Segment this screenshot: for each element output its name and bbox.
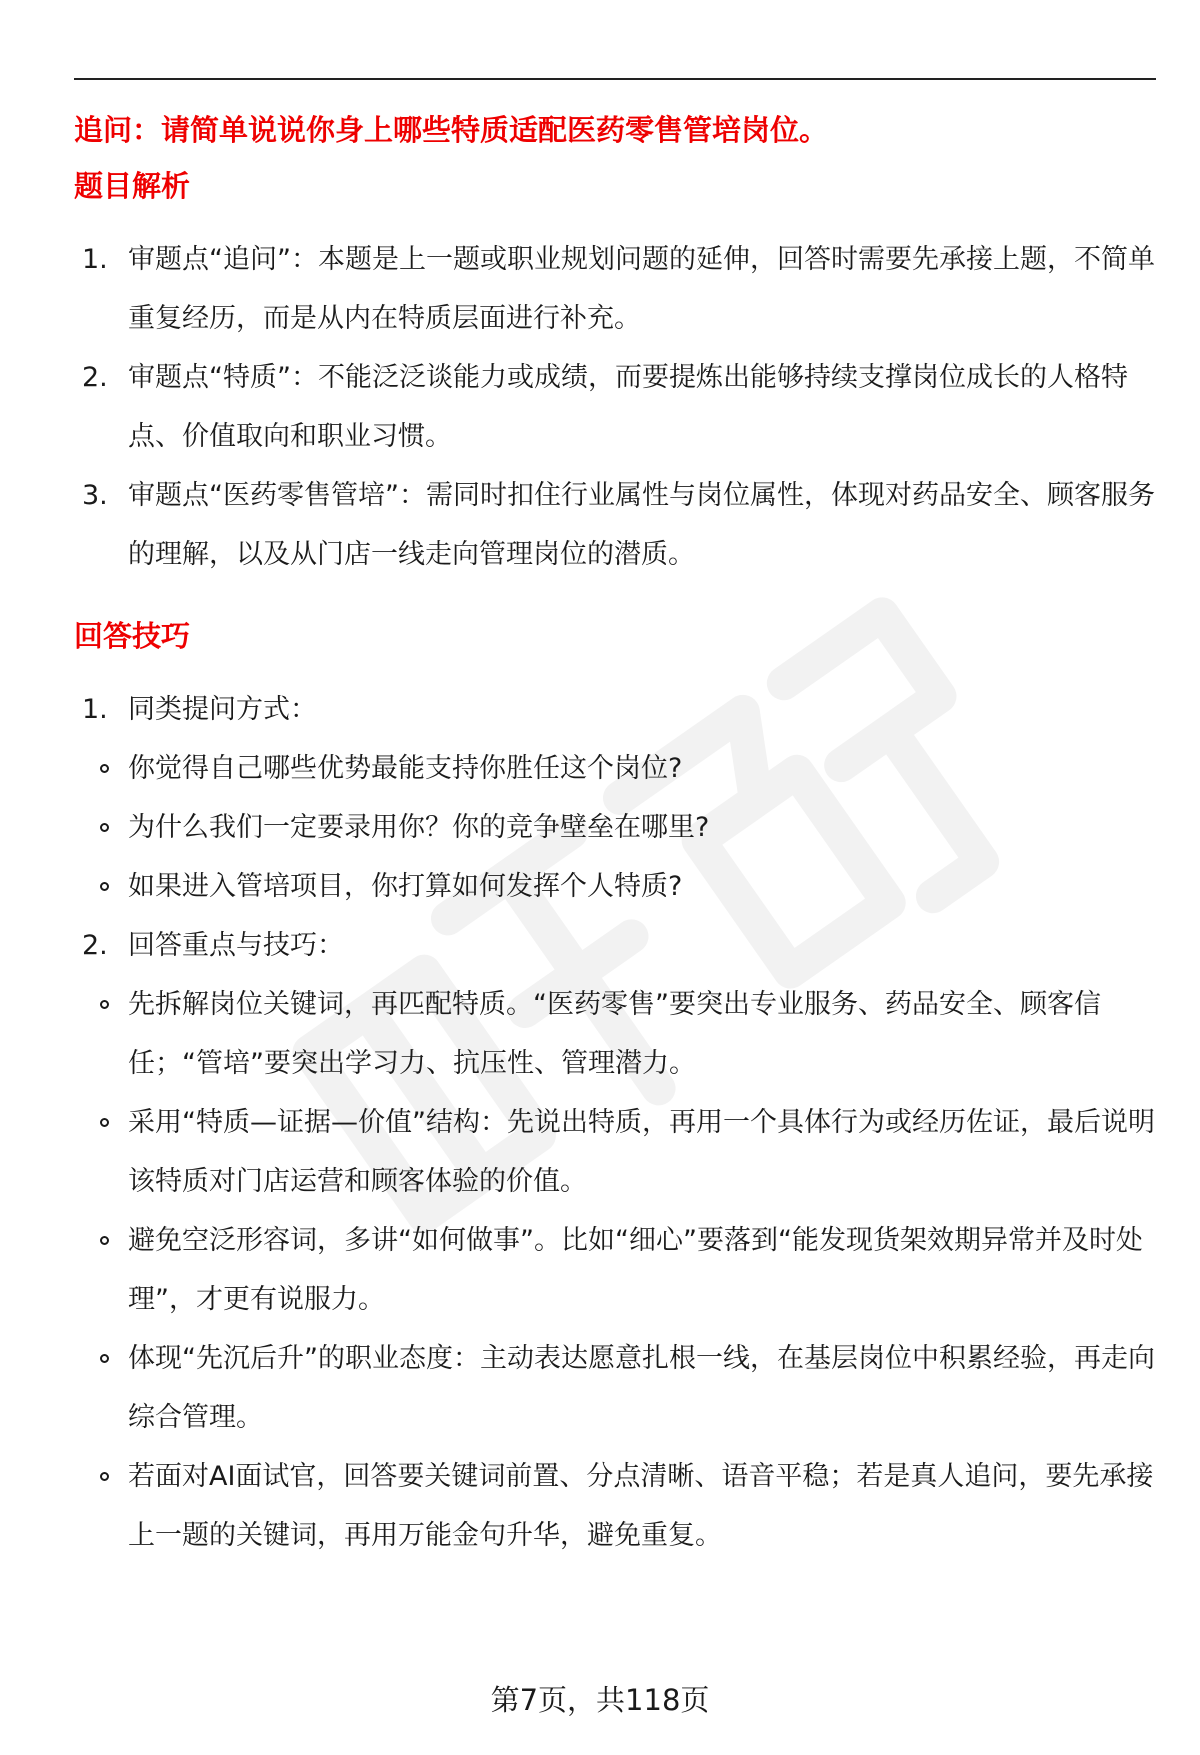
sub-item-text: 采用“特质—证据—价值”结构：先说出特质，再用一个具体行为或经历佐证，最后说明该特质对门店运营和顾客体验的价值。 [128,1107,1155,1197]
sub-list-item [74,975,1156,1093]
sub-item-text: 避免空泛形容词，多讲“如何做事”。比如“细心”要落到“能发现货架效期异常并及时处理”，才更有说服力。 [128,1225,1143,1315]
item-number: 3. [82,480,108,511]
hollow-circle-bullet-icon [100,1000,109,1009]
sub-list-item [74,1329,1156,1447]
hollow-circle-bullet-icon [100,1472,109,1481]
hollow-circle-bullet-icon [100,1354,109,1363]
analysis-section-title: 题目解析 [74,169,191,203]
follow-up-question: 追问：请简单说说你身上哪些特质适配医药零售管培岗位。 [74,113,829,147]
sub-item-text: 体现“先沉后升”的职业态度：主动表达愿意扎根一线，在基层岗位中积累经验，再走向综合管理。 [128,1343,1155,1433]
sub-list-item [74,798,1156,857]
analysis-list [74,230,1156,584]
sub-list-item [74,1447,1156,1565]
hollow-circle-bullet-icon [100,764,109,773]
sub-list-item [74,1211,1156,1329]
top-divider [74,78,1156,80]
hollow-circle-bullet-icon [100,1236,109,1245]
sub-list-item [74,857,1156,916]
tips-list [74,680,1156,739]
item-text: 审题点“医药零售管培”：需同时扣住行业属性与岗位属性，体现对药品安全、顾客服务的理解，以及从门店一线走向管理岗位的潜质。 [128,480,1155,570]
item-number: 1. [82,694,108,725]
sub-item-text: 先拆解岗位关键词，再匹配特质。“医药零售”要突出专业服务、药品安全、顾客信任；“管培”要突出学习力、抗压性、管理潜力。 [128,989,1101,1079]
list-item [74,230,1156,348]
sub-item-text: 为什么我们一定要录用你？你的竞争壁垒在哪里? [128,812,710,843]
list-item [74,348,1156,466]
page-number-footer: 第7页，共118页 [490,1683,710,1717]
sub-item-text: 若面对AI面试官，回答要关键词前置、分点清晰、语音平稳；若是真人追问，要先承接上一题的关键词，再用万能金句升华，避免重复。 [128,1461,1154,1551]
sub-list-item [74,1093,1156,1211]
sub-item-text: 你觉得自己哪些优势最能支持你胜任这个岗位? [128,753,683,784]
item-text: 审题点“追问”：本题是上一题或职业规划问题的延伸，回答时需要先承接上题，不简单重复经历，而是从内在特质层面进行补充。 [128,244,1155,334]
item-number: 2. [82,362,108,393]
sub-list-item [74,739,1156,798]
tips-list-continued [74,916,1156,975]
similar-questions-list [74,739,1156,916]
item-number: 2. [82,930,108,961]
list-item [74,916,1156,975]
item-text: 回答重点与技巧： [128,930,344,961]
tips-section-title: 回答技巧 [74,619,191,653]
item-text: 同类提问方式： [128,694,317,725]
sub-item-text: 如果进入管培项目，你打算如何发挥个人特质? [128,871,683,902]
item-text: 审题点“特质”：不能泛泛谈能力或成绩，而要提炼出能够持续支撑岗位成长的人格特点、价值取向和职业习惯。 [128,362,1128,452]
item-number: 1. [82,244,108,275]
hollow-circle-bullet-icon [100,823,109,832]
hollow-circle-bullet-icon [100,1118,109,1127]
answer-tips-list [74,975,1156,1565]
page-content [74,108,1156,1565]
list-item [74,680,1156,739]
hollow-circle-bullet-icon [100,882,109,891]
list-item [74,466,1156,584]
